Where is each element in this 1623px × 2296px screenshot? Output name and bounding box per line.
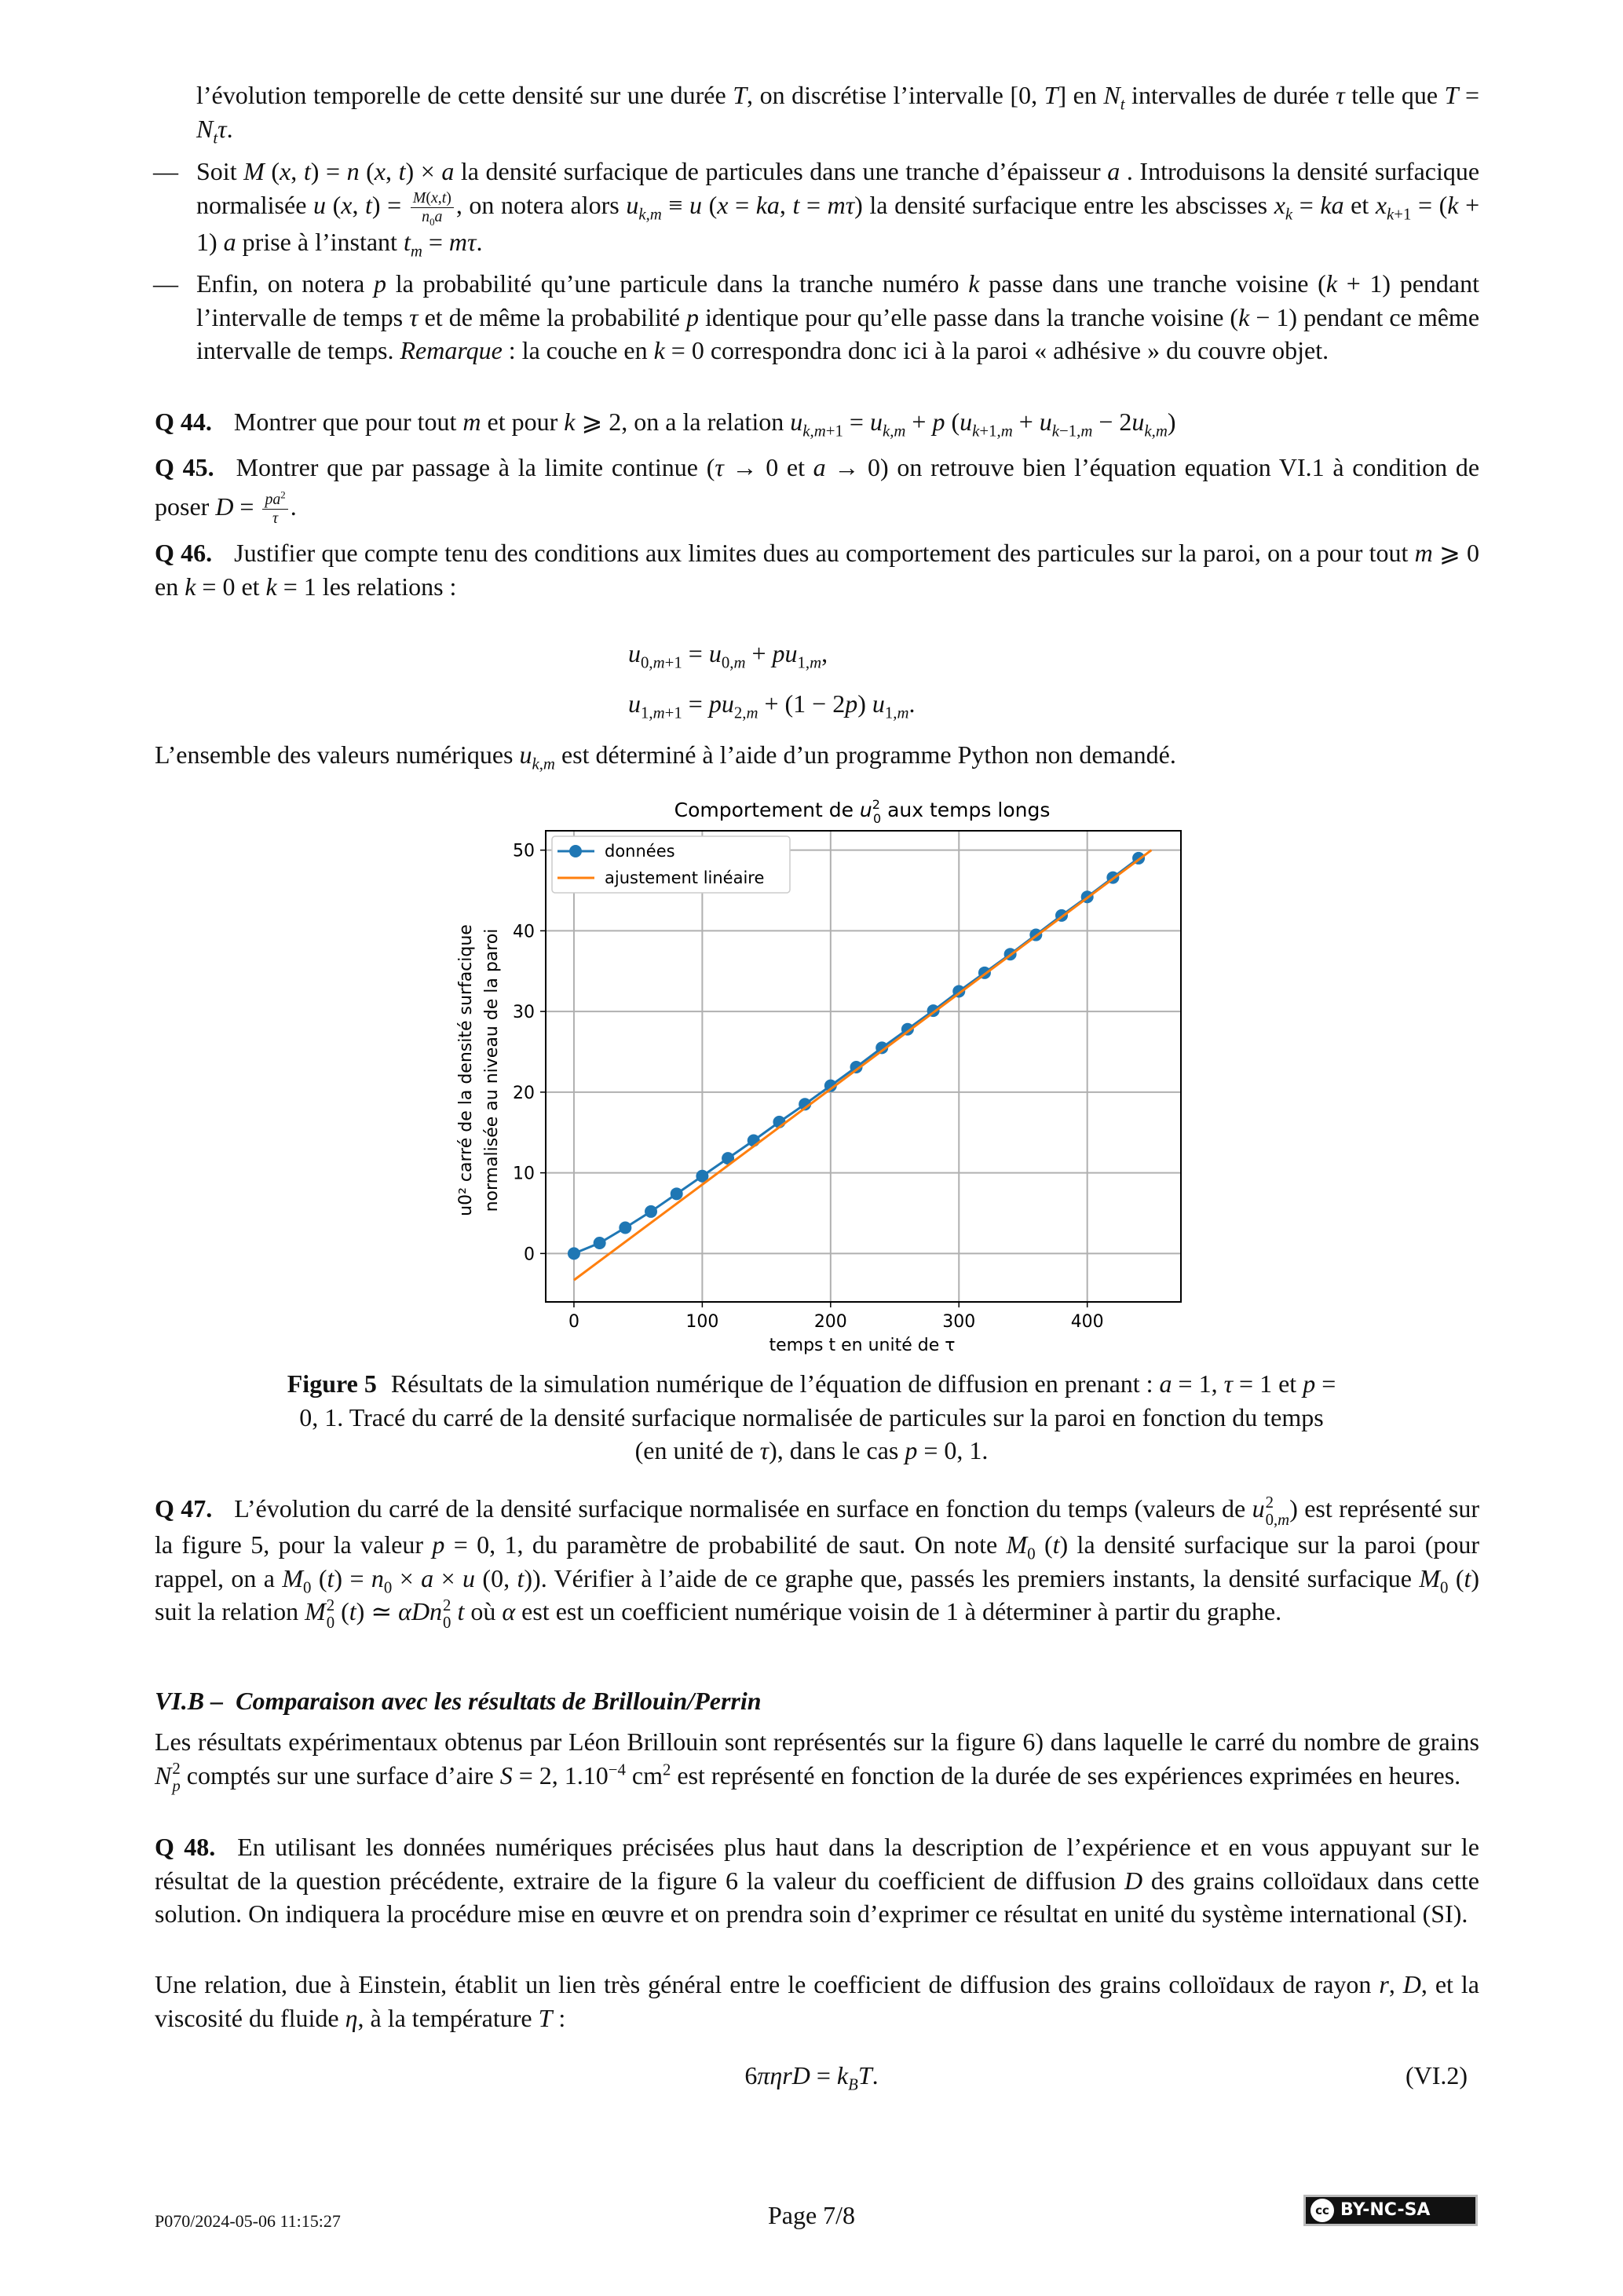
question-label: Q 45. xyxy=(155,453,214,481)
legend-marker-data xyxy=(569,845,582,857)
boundary-equations xyxy=(628,628,916,729)
y-axis-label-line1: u0² carré de la densité surfacique xyxy=(456,924,476,1216)
y-axis-label-line2: normalisée au niveau de la paroi xyxy=(482,928,502,1212)
question-label: Q 47. xyxy=(155,1494,213,1523)
bullet-dash: — xyxy=(153,157,178,185)
x-axis-label: temps t en unité de τ xyxy=(769,1336,956,1355)
legend-label-fit: ajustement linéaire xyxy=(605,868,765,887)
question-45 xyxy=(155,448,1479,528)
question-47 xyxy=(155,1492,1479,1632)
question-text: En utilisant les données numériques précisées plus haut dans la description de l’expérience et en vous appuyant sur le résultat de la question précédente, extraire de la figure 6 la valeur du coefficient de diffusion D des grains colloïdaux dans cette solution. On indiquera la procédure mise en œuvre et on prendra soin d’exprimer ce résultat en unité du système international (SI). xyxy=(155,1833,1480,1928)
section-title: Comparaison avec les résultats de Brillouin/Perrin xyxy=(236,1687,762,1715)
equation-k1: $u_{1,m+1} = pu_{2,m} + (1 - 2p)$ $u_{1,m}$. xyxy=(628,689,916,722)
equation-k0: $u_{0,m+1} = u_{0,m} + pu_{1,m}$, xyxy=(628,639,828,672)
data-point xyxy=(619,1221,631,1234)
figure-caption-text: Résultats de la simulation numérique de l’équation de diffusion en prenant : a = 1, τ = 1 et p = 0, 1. Tracé du carré de la densité surfacique normalisée de particules sur la paroi en fonction du temps (en unité de τ), dans le cas p = 0, 1. xyxy=(299,1369,1336,1464)
einstein-paragraph: Une relation, due à Einstein, établit un lien très général entre le coefficient de diffusion des grains colloïdaux de rayon r, D, et la viscosité du fluide η, à la température T : xyxy=(155,1970,1480,2032)
intro-paragraph: l’évolution temporelle de cette densité sur une durée T, on discrétise l’intervalle [0, T] en $N_t$ intervalles de durée τ telle que $T = N_t\tau$. xyxy=(196,81,1480,147)
data-point xyxy=(568,1247,580,1260)
question-44 xyxy=(155,405,1479,439)
creative-commons-icon: cc xyxy=(1310,2199,1334,2222)
question-48 xyxy=(155,1830,1479,1931)
footer-reference: P070/2024-05-06 11:15:27 xyxy=(155,2211,341,2231)
x-tick-label: 200 xyxy=(813,1312,847,1332)
y-tick-label: 50 xyxy=(513,841,535,861)
y-tick-label: 0 xyxy=(524,1245,535,1265)
y-tick-label: 10 xyxy=(513,1164,535,1184)
figure-caption xyxy=(283,1367,1340,1468)
chart-title: Comportement de $u^2$ 0 aux temps longs xyxy=(674,797,1051,826)
brillouin-paragraph: Les résultats expérimentaux obtenus par Léon Brillouin sont représentés sur la figure 6) dans laquelle le carré du nombre de grains N 2 p comptés sur une surface d’aire S = 2, $1.10^{-4}$ $cm^2$ est représenté en fonction de la durée de ses expériences exprimées en heures. xyxy=(155,1727,1479,1796)
section-heading xyxy=(155,1684,1479,1718)
figure-5-chart xyxy=(440,785,1193,1366)
question-label: Q 44. xyxy=(155,408,212,436)
bullet-probability xyxy=(153,267,1480,367)
license-text: BY-NC-SA xyxy=(1340,2199,1431,2220)
question-text: Justifier que compte tenu des conditions aux limites dues au comportement des particules sur la paroi, on a pour tout m ⩾ 0 en k = 0 et k = 1 les relations : xyxy=(155,539,1480,601)
question-text: Montrer que pour tout m et pour k ⩾ 2, on a la relation $u_{k,m+1} = u_{k,m} + p$ $(u_{k+1,m} + u_{k-1,m} - 2u_{k,m})$ xyxy=(233,408,1176,441)
data-point xyxy=(645,1205,657,1218)
legend-label-data: données xyxy=(605,842,675,861)
question-label: Q 46. xyxy=(155,539,213,567)
equation-number: (VI.2) xyxy=(1406,2061,1468,2089)
bullet-text: Soit M (x, t) = n (x, t) × a la densité surfacique de particules dans une tranche d’épaisseur a . Introduisons la densité surfacique normalisée u (x, t) = $\frac{M(x,t)}{n_0a}$ , on notera alors $u_{k,m} \equiv u$ (x = ka, t = mτ) la densité surfacique entre les abscisses $x_k$ = ka et $x_{k+1} = (k + 1)$ a prise à l’instant $t_m = m\tau$. xyxy=(196,157,1480,261)
page-number: Page 7/8 xyxy=(767,2201,856,2229)
x-tick-label: 300 xyxy=(942,1312,976,1332)
data-point xyxy=(594,1237,606,1249)
bullet-text: Enfin, on notera p la probabilité qu’une particule dans la tranche numéro k passe dans une tranche voisine (k + 1) pendant l’intervalle de temps τ et de même la probabilité p identique pour qu’elle passe dans la tranche voisine (k − 1) pendant ce même intervalle de temps. Remarque : la couche en k = 0 correspondra donc ici à la paroi « adhésive » du couvre objet. xyxy=(196,269,1480,364)
bullet-definition-density xyxy=(153,155,1480,261)
y-tick-label: 20 xyxy=(513,1083,535,1103)
data-point xyxy=(671,1187,683,1200)
figure-label: Figure 5 xyxy=(287,1369,377,1398)
x-tick-label: 0 xyxy=(568,1312,579,1332)
question-label: Q 48. xyxy=(155,1833,216,1861)
question-text: Montrer que par passage à la limite continue (τ → 0 et a → 0) on retrouve bien l’équation equation VI.1 à condition de poser D = $\frac{pa^2}{\tau}$ . xyxy=(155,453,1480,528)
question-text: L’évolution du carré de la densité surfacique normalisée en surface en fonction du temps (valeurs de u 2 0,m ) est représenté sur la figure 5, pour la valeur p = 0, 1, du paramètre de probabilité de saut. On note $M_0$ (t) la densité surfacique sur la paroi (pour rappel, on a $M_0$ $(t) = n_0 \times a \times u$ (0, t)). Vérifier à l’aide de ce graphe que, passés les premiers instants, la densité surfacique $M_0$ (t) suit la relation M 2 0 (t) ≃ αDn 2 0 t où α est est un coefficient numérique voisin de 1 à déterminer à partir du graphe. xyxy=(155,1493,1480,1632)
question-46 xyxy=(155,536,1479,603)
bullet-dash: — xyxy=(153,269,178,298)
numerical-values-paragraph: L’ensemble des valeurs numériques $u_{k,m}$ est déterminé à l’aide d’un programme Python non demandé. xyxy=(155,740,1176,773)
einstein-equation: $6\pi\eta rD = k_BT$. xyxy=(744,2061,879,2094)
x-tick-label: 100 xyxy=(685,1312,719,1332)
x-tick-label: 400 xyxy=(1070,1312,1104,1332)
y-tick-label: 30 xyxy=(513,1003,535,1023)
license-badge xyxy=(1303,2195,1478,2226)
y-tick-label: 40 xyxy=(513,922,535,942)
section-number: VI.B – xyxy=(155,1687,224,1715)
